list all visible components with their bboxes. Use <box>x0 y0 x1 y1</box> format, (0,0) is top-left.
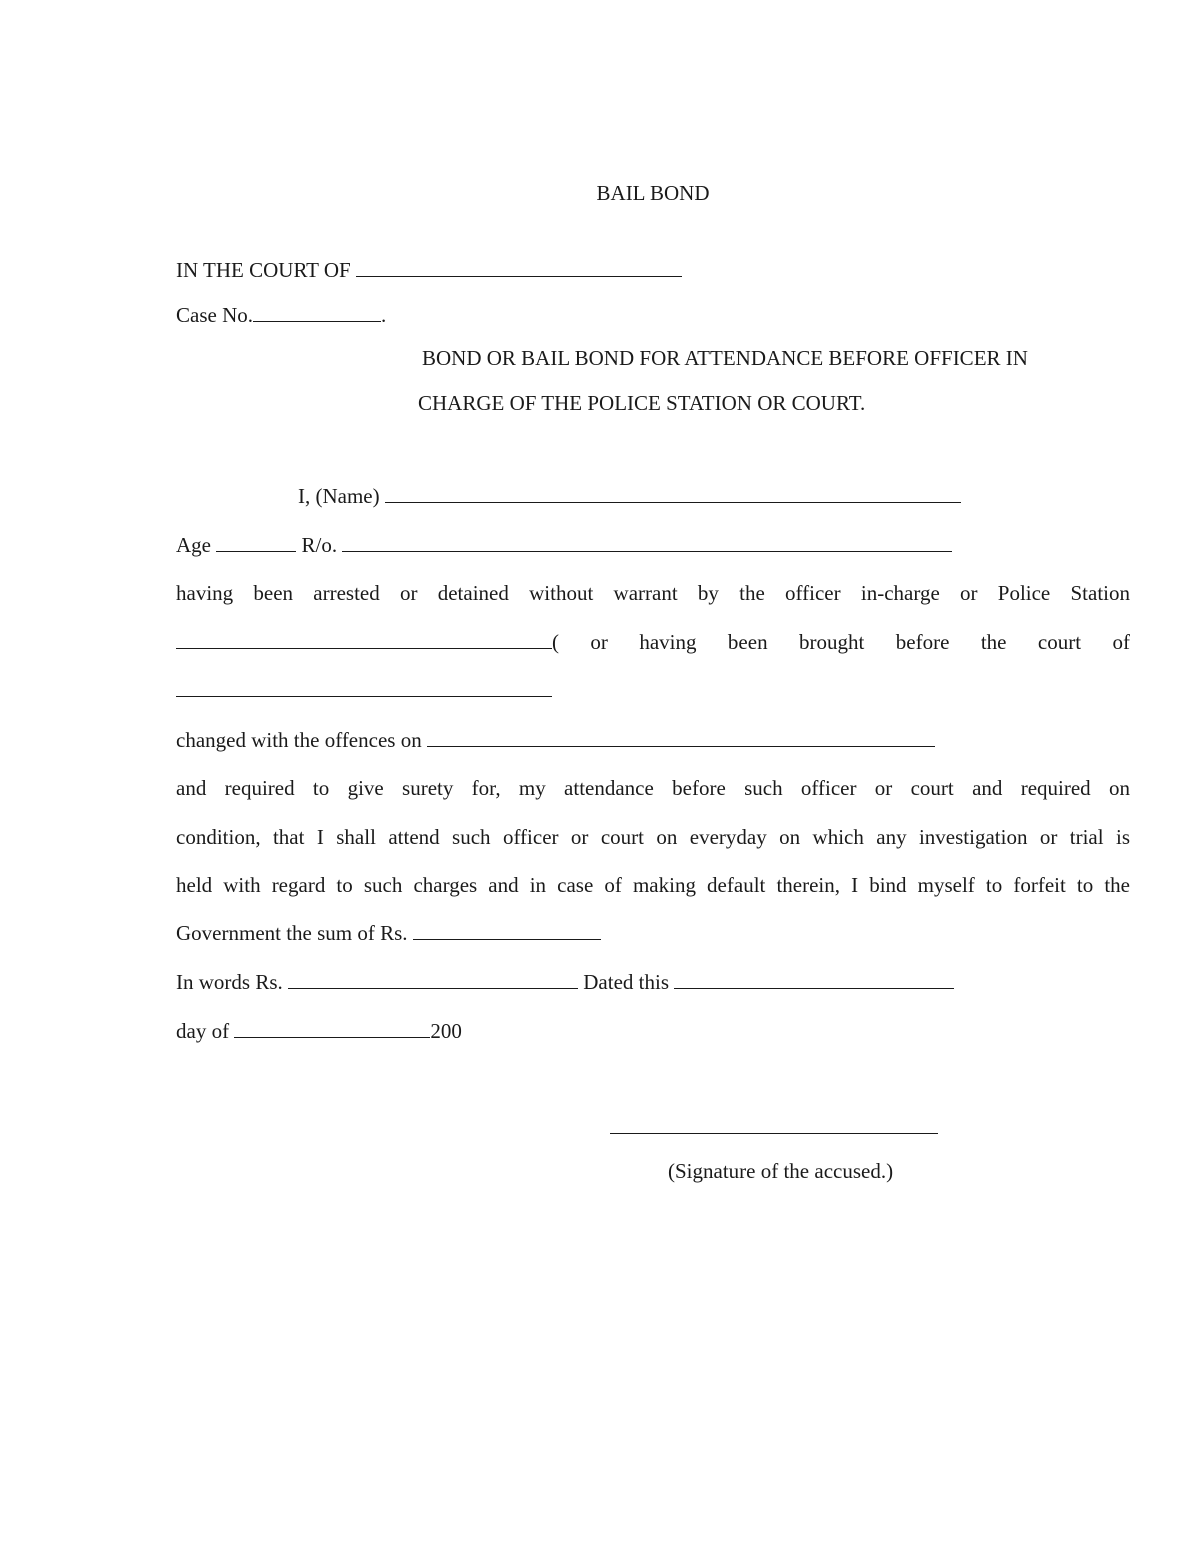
day-of-line <box>176 1018 1130 1044</box>
court-name-field[interactable] <box>356 258 682 277</box>
offences-line <box>176 727 1130 753</box>
signature-field[interactable] <box>610 1133 938 1134</box>
police-station-field[interactable] <box>176 630 552 649</box>
case-number-end: . <box>381 303 387 327</box>
sum-field[interactable] <box>413 921 601 940</box>
dated-label: Dated this <box>583 970 669 994</box>
surety-text-line-2: condition, that I shall attend such officer or court on everyday on which any investigation or trial is <box>176 825 1130 849</box>
bond-heading-line-1: BOND OR BAIL BOND FOR ATTENDANCE BEFORE OFFICER IN <box>422 346 1028 370</box>
sum-label: Government the sum of Rs. <box>176 921 408 945</box>
name-field[interactable] <box>385 484 961 503</box>
name-line <box>298 483 1200 509</box>
year-prefix: 200 <box>430 1019 462 1043</box>
document-title: BAIL BOND <box>596 181 710 205</box>
day-of-label: day of <box>176 1019 230 1043</box>
surety-text-line-3: held with regard to such charges and in case of making default therein, I bind myself to forfeit to the <box>176 873 1130 897</box>
in-words-label: In words Rs. <box>176 970 283 994</box>
in-words-field[interactable] <box>288 970 578 989</box>
court-line <box>176 257 1130 283</box>
court-of-field[interactable] <box>176 678 552 697</box>
court-label: IN THE COURT OF <box>176 258 351 282</box>
offences-label: changed with the offences on <box>176 728 422 752</box>
brought-before-text: ( or having been brought before the court of <box>552 630 1130 654</box>
surety-text-line-1: and required to give surety for, my attendance before such officer or court and required on <box>176 776 1130 800</box>
signature-caption: (Signature of the accused.) <box>668 1159 894 1183</box>
sum-line <box>176 920 1130 946</box>
case-number-line <box>176 302 1130 328</box>
case-number-field[interactable] <box>253 303 381 322</box>
court-of-line <box>176 677 1130 703</box>
age-residence-line <box>176 532 1130 558</box>
bond-heading-line-2: CHARGE OF THE POLICE STATION OR COURT. <box>418 391 866 415</box>
case-number-label: Case No. <box>176 303 253 327</box>
day-of-field[interactable] <box>234 1019 430 1038</box>
words-dated-line <box>176 969 1130 995</box>
name-label: I, (Name) <box>298 484 380 508</box>
age-label: Age <box>176 533 211 557</box>
offences-field[interactable] <box>427 728 935 747</box>
arrest-text-line: having been arrested or detained without warrant by the officer in-charge or Police Station <box>176 581 1130 605</box>
residence-label: R/o. <box>301 533 338 557</box>
dated-field[interactable] <box>674 970 954 989</box>
age-field[interactable] <box>216 533 296 552</box>
residence-field[interactable] <box>342 533 952 552</box>
police-station-line <box>176 629 1130 655</box>
